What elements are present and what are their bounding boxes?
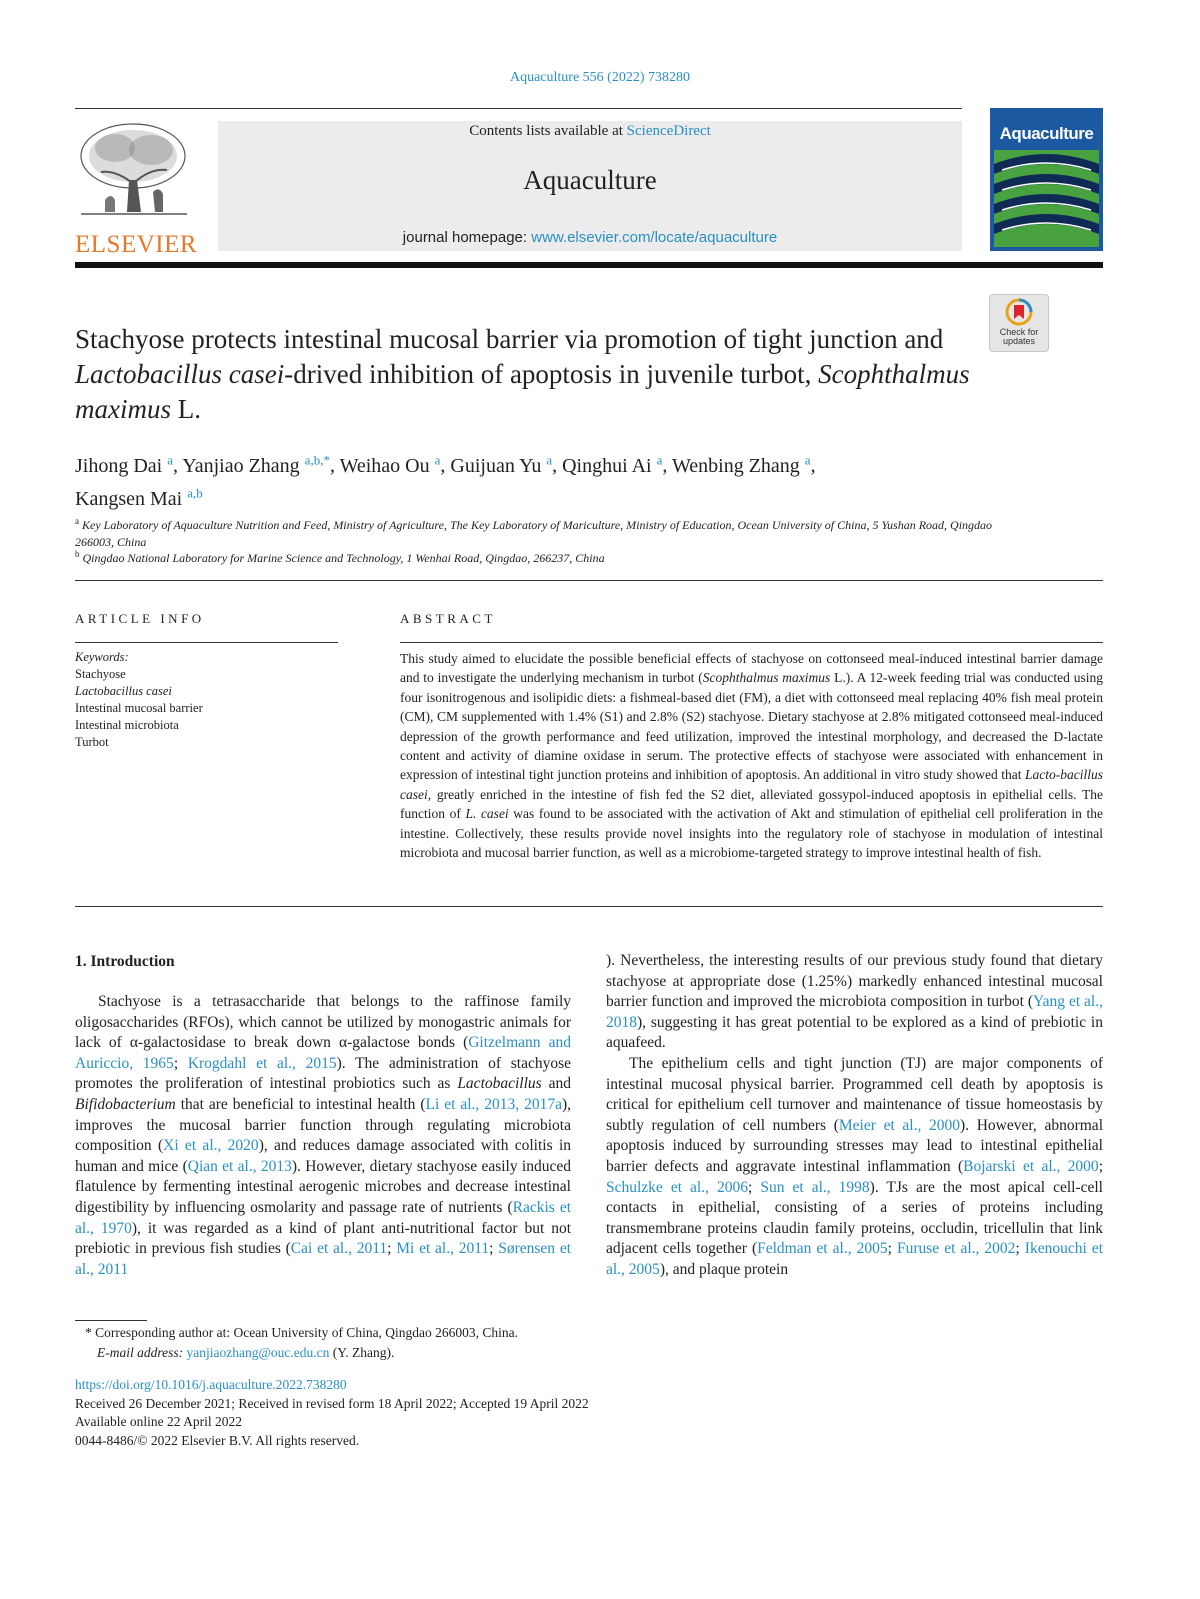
body-paragraph: ). Nevertheless, the interesting results of our previous study found that dietary stachyose at appropriate dose (1.25%) markedly enhanced intestinal mucosal barrier function and improved the microbiota composition in turbot (Yang et al., 2018), suggesting it has great potential to be explored as a kind of prebiotic in aquafeed.	[606, 952, 1103, 1052]
keyword: Stachyose	[75, 667, 126, 681]
header-top-rule	[75, 108, 962, 109]
affiliation-a: $^a$ Key Laboratory of Aquaculture Nutrition and Feed, Ministry of Agriculture, The Key Laboratory of Mariculture, Ministry of Education, Ocean University of China, 5 Yushan Road, Qingdao 266003, China	[75, 516, 993, 549]
keywords-label: Keywords:	[75, 650, 129, 664]
reference-link[interactable]: Meier et al., 2000	[838, 1116, 961, 1134]
corresponding-author-footnote: * Corresponding author at: Ocean University of China, Qingdao 266003, China. E-mail address: yanjiaozhang@ouc.edu.cn (Y. Zhang).	[85, 1325, 519, 1360]
reference-link[interactable]: Schulzke et al., 2006	[606, 1178, 749, 1196]
body-paragraph: The epithelium cells and tight junction (TJ) are major components of intestinal mucosal physical barrier. Programmed cell death by apoptosis is critical for epithelium cell turnover and maintenance of tissue homeostasis by subtly regulation of cell numbers (Meier et al., 2000). However, abnormal apoptosis induced by surrounding stresses may lead to intestinal epithelial barrier defects and aggravate intestinal inflammation (Bojarski et al., 2000; Schulzke et al., 2006; Sun et al., 1998). TJs are the most apical cell-cell contacts in epithelial, consisting of a series of proteins including transmembrane proteins claudin family proteins, occludin, tricellulin that link adjacent cells together (Feldman et al., 2005; Furuse et al., 2002; Ikenouchi et al., 2005), and plaque protein	[606, 1054, 1104, 1278]
reference-link[interactable]: Sun et al., 1998	[760, 1178, 870, 1196]
reference-link[interactable]: Ikenouchi et al., 2005	[606, 1240, 1104, 1278]
reference-link[interactable]: Qian et al., 2013	[187, 1157, 292, 1175]
journal-homepage-line: journal homepage: www.elsevier.com/locate/aquaculture	[402, 229, 778, 246]
journal-name: Aquaculture	[523, 165, 657, 195]
author[interactable]: Jihong Dai $^a$	[75, 452, 173, 477]
reference-link[interactable]: Mi et al., 2011	[396, 1240, 490, 1258]
reference-link[interactable]: Cai et al., 2011	[290, 1240, 388, 1258]
doi-link[interactable]: https://doi.org/10.1016/j.aquaculture.2022.738280	[75, 1377, 347, 1392]
reference-link[interactable]: Feldman et al., 2005	[757, 1240, 888, 1258]
keyword: Intestinal mucosal barrier	[75, 701, 203, 715]
header-bottom-rule	[75, 262, 1103, 268]
author-list: Jihong Dai $^a$, Yanjiao Zhang $^{a,b,*}$, Weihao Ou $^a$, Guijuan Yu $^a$, Qinghui Ai $^a$, Wenbing Zhang $^a$, Kangsen Mai $^{a,b}$	[75, 452, 816, 511]
reference-link[interactable]: Xi et al., 2020	[163, 1137, 259, 1155]
article-title: Stachyose protects intestinal mucosal barrier via promotion of tight junction and Lactobacillus casei-drived inhibition of apoptosis in juvenile turbot, Scophthalmus maximus L.	[75, 324, 970, 424]
body-paragraph: Stachyose is a tetrasaccharide that belongs to the raffinose family oligosaccharides (RFOs), which cannot be utilized by monogastric animals for lack of α-galactosidase to break down α-galactose bonds (Gitzelmann and Auriccio, 1965; Krogdahl et al., 2015). The administration of stachyose promotes the proliferation of intestinal probiotics such as Lactobacillus and Bifidobacterium that are beneficial to intestinal health (Li et al., 2013, 2017a), improves the mucosal barrier function through regulating microbiota composition (Xi et al., 2020), and reduces damage associated with colitis in human and mice (Qian et al., 2013). However, dietary stachyose easily induced flatulence by fermenting intestinal aerogenic microbes and decrease intestinal digestibility by influencing osmolarity and passage rate of nutrients (Rackis et al., 1970), it was regarded as a kind of plant anti-nutritional factor but not prebiotic in previous fish studies (Cai et al., 2011; Mi et al., 2011; Sørensen et al., 2011	[75, 993, 572, 1278]
footnote-rule	[75, 1320, 147, 1321]
author[interactable]: Yanjiao Zhang $^{a,b,*}$	[182, 452, 330, 477]
divider	[75, 580, 1103, 581]
keyword: Turbot	[75, 735, 109, 749]
keyword: Intestinal microbiota	[75, 718, 179, 732]
contents-line: Contents lists available at ScienceDirect	[469, 123, 711, 139]
reference-link[interactable]: Gitzelmann and Auriccio, 1965	[75, 1034, 571, 1072]
check-updates-label-1: Check for	[999, 327, 1039, 337]
check-for-updates-button[interactable]	[989, 294, 1049, 352]
divider	[75, 906, 1103, 907]
check-updates-icon	[1005, 298, 1033, 326]
journal-cover[interactable]	[990, 108, 1103, 251]
email-link[interactable]: yanjiaozhang@ouc.edu.cn	[186, 1344, 330, 1360]
reference-link[interactable]: Sørensen et al., 2011	[75, 1240, 572, 1278]
cover-art-icon	[994, 150, 1099, 247]
abstract-heading: ABSTRACT	[400, 611, 496, 626]
check-updates-label-2: updates	[1002, 336, 1036, 346]
received-dates: Received 26 December 2021; Received in revised form 18 April 2022; Accepted 19 April 2022	[75, 1395, 589, 1411]
publisher-name: ELSEVIER	[75, 231, 198, 258]
reference-link[interactable]: Krogdahl et al., 2015	[187, 1054, 337, 1072]
cover-title: Aquaculture	[999, 124, 1094, 143]
body-column-left	[75, 992, 571, 1280]
online-date: Available online 22 April 2022	[75, 1414, 242, 1429]
author[interactable]: Weihao Ou $^a$	[339, 452, 441, 477]
author[interactable]: Qinghui Ai $^a$	[562, 452, 663, 477]
reference-link[interactable]: Li et al., 2013, 2017a	[425, 1095, 562, 1113]
keyword: Lactobacillus casei	[75, 684, 172, 698]
author[interactable]: Wenbing Zhang $^a$	[671, 452, 811, 477]
author[interactable]: Guijuan Yu $^a$	[450, 452, 553, 477]
reference-link[interactable]: Furuse et al., 2002	[896, 1240, 1016, 1258]
sciencedirect-link[interactable]: ScienceDirect	[626, 123, 711, 139]
reference-link[interactable]: Bojarski et al., 2000	[963, 1157, 1099, 1175]
copyright: 0044-8486/© 2022 Elsevier B.V. All rights reserved.	[75, 1432, 360, 1448]
article-info-heading: ARTICLE INFO	[75, 611, 205, 626]
divider	[400, 642, 1103, 643]
divider	[75, 642, 338, 643]
article-metadata	[75, 1376, 589, 1450]
abstract-text: This study aimed to elucidate the possible beneficial effects of stachyose on cottonseed meal-induced intestinal barrier damage and to investigate the underlying mechanism in turbot (Scophthalmus maximus L.). A 12-week feeding trial was conducted using four isonitrogenous and isolipidic diets: a fishmeal-based diet (FM), a diet with cottonseed meal replacing 40% fish meal protein (CM), CM supplemented with 1.4% (S1) and 2.8% (S2) stachyose. Dietary stachyose at 2.8% mitigated cottonseed meal-induced depression of the growth performance and feed utilization, improved the intestinal morphology, and decreased the D-lactate content and activity of diamine oxidase in serum. The protective effects of stachyose were associated with enhancement in expression of intestinal tight junction proteins and inhibition of apoptosis. An additional in vitro study showed that Lacto-bacillus casei, greatly enriched in the intestine of fish fed the S2 diet, alleviated gossypol-induced apoptosis in epithelial cells. The function of L. casei was found to be associated with the activation of Akt and stimulation of epithelial cell proliferation in the intestine. Collectively, these results provide novel insights into the regulatory role of stachyose in modulation of intestinal microbiota and mucosal barrier function, as well as a microbiome-targeted strategy to improve intestinal health of fish.	[400, 651, 1103, 861]
body-column-right	[606, 951, 1103, 1281]
author[interactable]: Kangsen Mai $^{a,b}$	[75, 485, 203, 511]
elsevier-logo	[75, 120, 198, 258]
journal-homepage-link[interactable]: www.elsevier.com/locate/aquaculture	[531, 229, 778, 246]
journal-citation[interactable]: Aquaculture 556 (2022) 738280	[509, 70, 691, 85]
journal-header-banner	[218, 121, 962, 251]
affiliation-b: $^b$ Qingdao National Laboratory for Marine Science and Technology, 1 Wenhai Road, Qingdao, 266237, China	[75, 549, 605, 565]
elsevier-tree-icon	[75, 120, 193, 224]
reference-link[interactable]: Yang et al., 2018	[606, 993, 1103, 1031]
keywords-list	[75, 649, 338, 751]
reference-link[interactable]: Rackis et al., 1970	[75, 1198, 572, 1237]
section-heading-introduction: 1. Introduction	[75, 953, 175, 970]
